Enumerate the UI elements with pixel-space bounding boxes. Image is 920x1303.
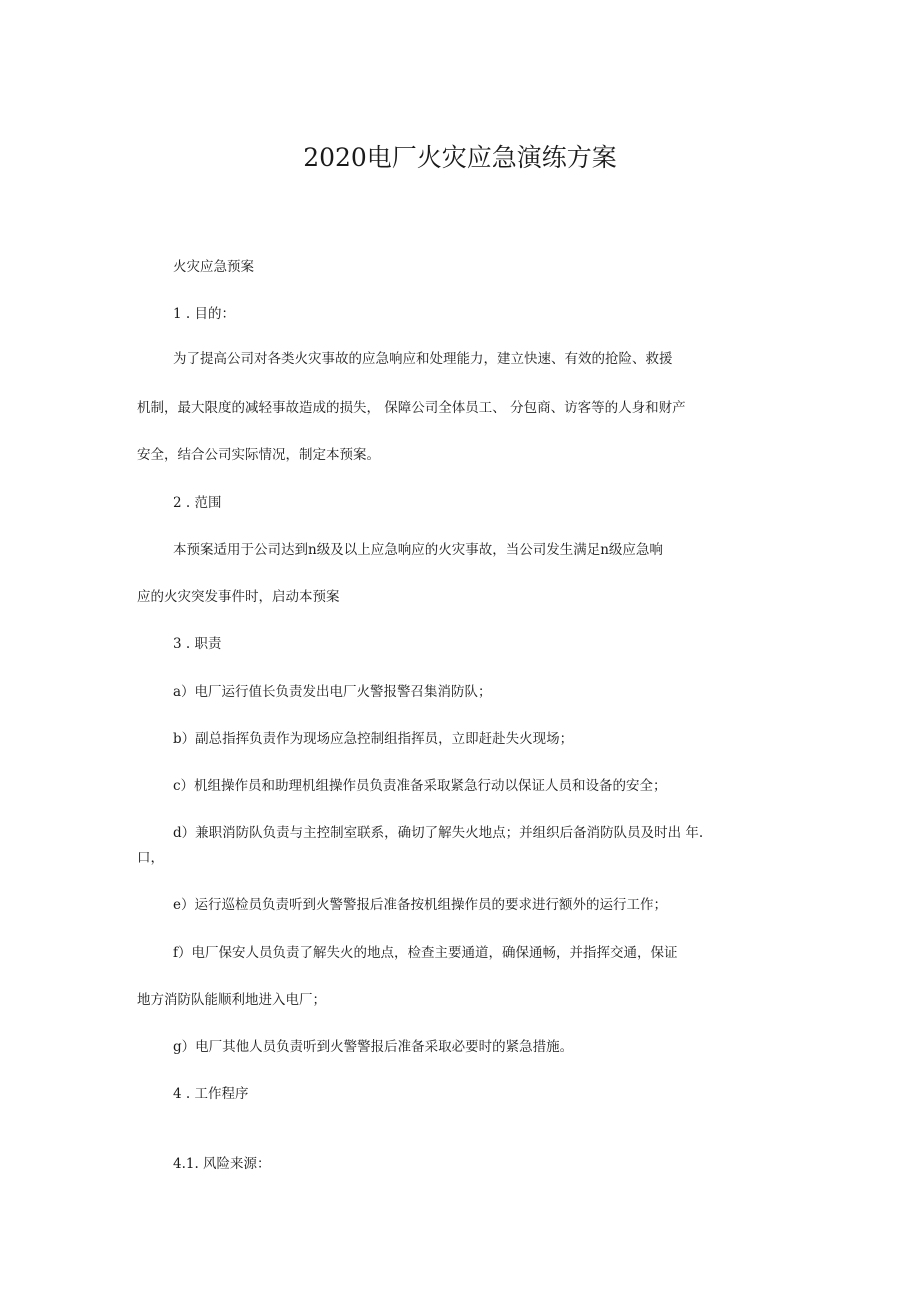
s4-heading: 4 . 工作程序 [173,1086,249,1102]
s3-item-c: c）机组操作员和助理机组操作员负责准备采取紧急行动以保证人员和设备的安全； [173,778,667,794]
s1-heading: 1 . 目的： [173,306,235,322]
s3-item-f-line-1: f）电厂保安人员负责了解失火的地点，检查主要通道，确保通畅，并指挥交通，保证 [173,945,678,961]
section-heading: 火灾应急预案 [173,259,254,275]
s2-paragraph-line-2: 应的火灾突发事件时，启动本预案 [137,589,340,605]
s4-subsection-1: 4.1. 风险来源： [173,1156,271,1172]
document-title: 2020电厂火灾应急演练方案 [303,143,617,172]
s3-item-a: a）电厂运行值长负责发出电厂火警报警召集消防队； [173,684,492,700]
s3-item-d-line-2: 口， [137,850,164,866]
s1-paragraph-line-2: 机制，最大限度的减轻事故造成的损失， 保障公司全体员工、 分包商、访客等的人身和财产 [137,400,686,416]
s3-item-f-line-2: 地方消防队能顺利地进入电厂； [137,992,326,1008]
s1-paragraph-line-1: 为了提高公司对各类火灾事故的应急响应和处理能力，建立快速、有效的抢险、救援 [173,351,673,367]
s1-paragraph-line-3: 安全，结合公司实际情况，制定本预案。 [137,447,380,463]
s2-heading: 2 . 范围 [173,495,222,511]
s3-item-e: e）运行巡检员负责听到火警警报后准备按机组操作员的要求进行额外的运行工作； [173,897,667,913]
s3-item-d-line-1: d）兼职消防队负责与主控制室联系，确切了解失火地点；并组织后备消防队员及时出 年. [173,825,704,841]
s3-item-g: g）电厂其他人员负责听到火警警报后准备采取必要时的紧急措施。 [173,1039,574,1055]
s2-paragraph-line-1: 本预案适用于公司达到n级及以上应急响应的火灾事故，当公司发生满足n级应急响 [173,542,663,558]
s3-heading: 3 . 职责 [173,636,222,652]
s3-item-b: b）副总指挥负责作为现场应急控制组指挥员，立即赶赴失火现场； [173,731,574,747]
